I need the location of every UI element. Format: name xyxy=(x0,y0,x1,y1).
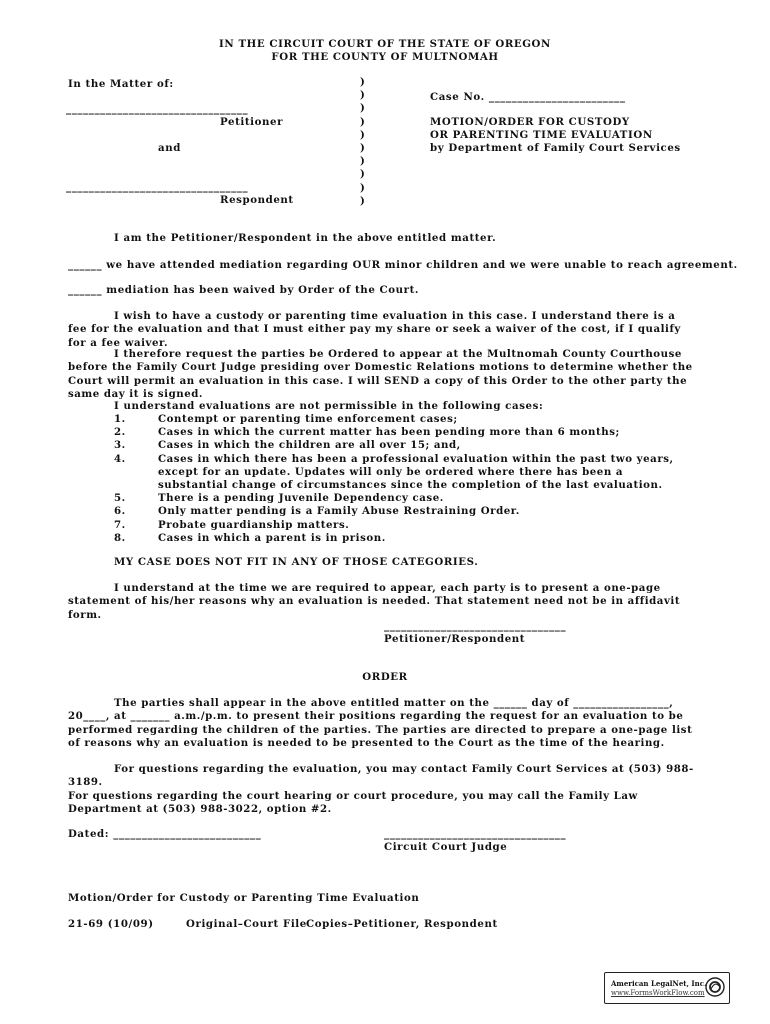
list-text: Cases in which a parent is in prison. xyxy=(158,531,386,544)
paren: ) xyxy=(360,115,365,128)
evaluation-contact-text: For questions regarding the evaluation, you may contact Family Court Services at (503) 988-3189. xyxy=(68,763,694,789)
judge-signature-line[interactable]: ________________________________ xyxy=(384,828,567,840)
paren: ) xyxy=(360,128,365,141)
footer-form-number: 21-69 (10/09) xyxy=(68,918,154,930)
logo-url-link[interactable]: www.FormsWorkFlow.com xyxy=(611,989,705,997)
party-signature-label: Petitioner/Respondent xyxy=(384,633,526,645)
court-heading-line2: FOR THE COUNTY OF MULTNOMAH xyxy=(271,51,499,63)
statement-requirement-text: I understand at the time we are required to appear, each party is to present a one-page statement of his/her reasons why an evaluation is needed. That statement need not be in affidavit form. xyxy=(68,582,681,621)
mediation-waived-option[interactable]: ______ mediation has been waived by Order of the Court. xyxy=(68,284,420,296)
paren: ) xyxy=(360,168,365,181)
respondent-label: Respondent xyxy=(220,194,294,206)
list-item xyxy=(114,413,718,426)
list-item xyxy=(114,492,718,505)
list-item xyxy=(114,439,718,452)
request-paragraph xyxy=(68,348,698,402)
logo-company: American LegalNet, Inc. xyxy=(611,979,707,988)
party-signature-line[interactable]: ________________________________ xyxy=(384,620,567,632)
and-label: and xyxy=(158,142,181,154)
list-number: 7. xyxy=(114,518,126,531)
list-number: 4. xyxy=(114,452,126,465)
list-number: 5. xyxy=(114,492,126,505)
list-item xyxy=(114,532,718,545)
footer-copies: Copies–Petitioner, Respondent xyxy=(306,918,498,930)
evaluation-fee-paragraph xyxy=(68,310,698,350)
seal-icon xyxy=(705,977,725,997)
respondent-name-line[interactable]: ________________________________ xyxy=(66,181,249,193)
paren: ) xyxy=(360,102,365,115)
petitioner-label: Petitioner xyxy=(220,116,284,128)
exclusions-intro: I understand evaluations are not permissible in the following cases: xyxy=(114,400,544,412)
list-number: 1. xyxy=(114,413,126,425)
exclusions-list xyxy=(114,413,718,545)
dated-field[interactable]: Dated: __________________________ xyxy=(68,828,262,840)
caption-parens xyxy=(360,76,365,208)
list-item xyxy=(114,426,718,439)
paren: ) xyxy=(360,155,365,168)
order-text: The parties shall appear in the above entitled matter on the ______ day of _________________, 20____, at _______ a.m./p.m. to present their positions regarding the request for an evaluation to be performed regarding the children of the parties. The parties are directed to prepare a one-page list of reasons why an evaluation is needed to be presented to the Court as the time of the hearing. xyxy=(68,697,693,750)
statement-requirement-paragraph xyxy=(68,582,698,622)
contact-paragraph xyxy=(68,763,708,817)
evaluation-fee-text: I wish to have a custody or parenting time evaluation in this case. I understand there is a fee for the evaluation and that I must either pay my share or seek a waiver of the cost, if I qualify for a fee waiver. xyxy=(68,310,681,349)
mediation-attended-option[interactable]: ______ we have attended mediation regarding OUR minor children and we were unable to reach agreement. xyxy=(68,259,738,271)
list-number: 8. xyxy=(114,531,126,544)
list-text: Only matter pending is a Family Abuse Restraining Order. xyxy=(158,505,520,518)
paren: ) xyxy=(360,76,365,88)
list-text: Probate guardianship matters. xyxy=(158,518,350,531)
paren: ) xyxy=(360,142,365,155)
in-matter-label: In the Matter of: xyxy=(68,78,174,90)
not-fit-statement: MY CASE DOES NOT FIT IN ANY OF THOSE CATEGORIES. xyxy=(114,556,479,568)
case-number-field[interactable]: Case No. ________________________ xyxy=(430,91,626,103)
list-item xyxy=(114,519,718,532)
court-contact-text: For questions regarding the court hearing or court procedure, you may call the Family Law Department at (503) 988-3022, option #2. xyxy=(68,789,638,816)
paren: ) xyxy=(360,181,365,194)
list-number: 6. xyxy=(114,505,126,518)
petitioner-name-line[interactable]: ________________________________ xyxy=(66,103,249,115)
document-title-line2: OR PARENTING TIME EVALUATION xyxy=(430,129,653,141)
list-text: There is a pending Juvenile Dependency case. xyxy=(158,492,444,505)
list-text: Cases in which the current matter has been pending more than 6 months; xyxy=(158,426,620,439)
list-number: 3. xyxy=(114,439,126,452)
list-item xyxy=(114,505,718,518)
list-number: 2. xyxy=(114,426,126,439)
court-heading-line1: IN THE CIRCUIT COURT OF THE STATE OF OREGON xyxy=(219,38,551,50)
footer-original: Original–Court File xyxy=(186,918,307,930)
legalnet-logo xyxy=(604,972,730,1004)
request-text: I therefore request the parties be Ordered to appear at the Multnomah County Courthouse before the Family Court Judge presiding over Domestic Relations motions to determine whether the Court will permit an evaluation in this case. I will SEND a copy of this Order to the other party the same day it is signed. xyxy=(68,348,693,401)
list-text: Cases in which the children are all over 15; and, xyxy=(158,439,461,452)
judge-signature-label: Circuit Court Judge xyxy=(384,841,508,853)
document-title-line1: MOTION/ORDER FOR CUSTODY xyxy=(430,116,630,128)
list-text: Cases in which there has been a professional evaluation within the past two years, except for an update. Updates will only be ordered where there has been a substantial change of circumstances since the completion of the last evaluation. xyxy=(158,452,674,492)
footer-form-title: Motion/Order for Custody or Parenting Time Evaluation xyxy=(68,892,420,904)
document-title-line3: by Department of Family Court Services xyxy=(430,142,681,154)
order-heading: ORDER xyxy=(362,671,408,683)
paren: ) xyxy=(360,89,365,102)
petitioner-respondent-statement: I am the Petitioner/Respondent in the above entitled matter. xyxy=(114,232,497,244)
order-paragraph xyxy=(68,697,698,751)
list-item xyxy=(114,453,718,493)
list-text: Contempt or parenting time enforcement cases; xyxy=(158,413,458,425)
paren: ) xyxy=(360,194,365,207)
